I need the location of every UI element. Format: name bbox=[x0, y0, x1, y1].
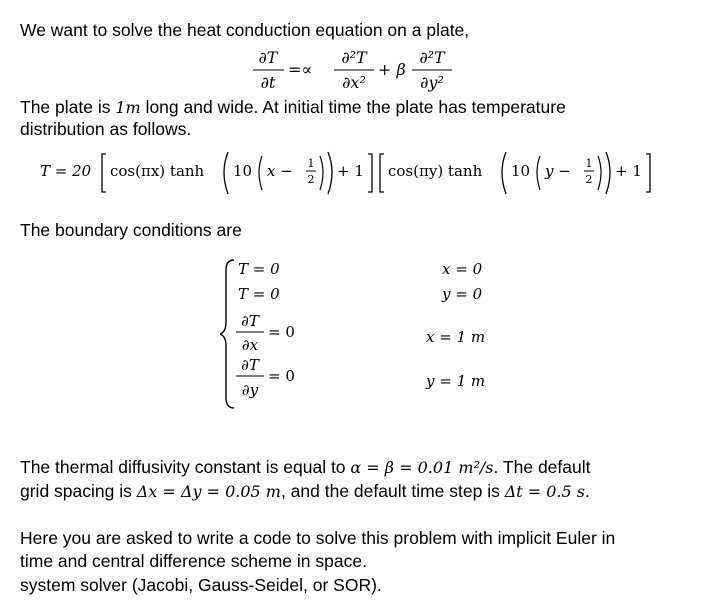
lhs-denominator: ∂t bbox=[260, 73, 276, 92]
bc-4-denominator: ∂y bbox=[241, 381, 259, 399]
task-line-3: system solver (Jacobi, Gauss-Seidel, or SOR). bbox=[20, 575, 382, 595]
ic-x-ten: 10 bbox=[233, 162, 253, 180]
plate-line-2: distribution as follows. bbox=[20, 119, 192, 139]
grid-line: grid spacing is Δx = Δy = 0.05 m, and the default time step is Δt = 0.5 s. bbox=[20, 481, 590, 501]
plus-beta: + β bbox=[378, 60, 406, 79]
term1-numerator: ∂²T bbox=[341, 48, 367, 67]
ic-x-plus-one: + 1 bbox=[337, 162, 364, 180]
task-line-1: Here you are asked to write a code to solve this problem with implicit Euler in bbox=[20, 528, 616, 548]
bc-3-rhs: = 0 bbox=[268, 323, 295, 341]
bc-4-location: y = 1 m bbox=[426, 372, 486, 390]
intro-text: We want to solve the heat conduction equation on a plate, bbox=[20, 20, 470, 40]
plate-line-1: The plate is 1m long and wide. At initial time the plate has temperature bbox=[20, 97, 566, 117]
ic-y-var: y − bbox=[545, 162, 571, 180]
ic-x-half-den: 2 bbox=[307, 173, 315, 186]
plate-dimension: 1m bbox=[115, 98, 141, 117]
ic-lead: T = 20 bbox=[40, 162, 92, 180]
ic-y-cos-tanh: cos(πy) tanh bbox=[388, 162, 483, 180]
time-step: Δt = 0.5 s bbox=[504, 482, 586, 501]
ic-y-ten: 10 bbox=[511, 162, 531, 180]
bc-3-numerator: ∂T bbox=[241, 312, 259, 330]
ic-x-half-num: 1 bbox=[307, 157, 315, 170]
heat-equation bbox=[250, 44, 480, 100]
term2-numerator: ∂²T bbox=[419, 48, 445, 67]
ic-x-cos-tanh: cos(πx) tanh bbox=[110, 162, 205, 180]
bc-1-condition: T = 0 bbox=[238, 260, 280, 278]
bc-3-denominator: ∂x bbox=[241, 336, 259, 354]
bc-1-location: x = 0 bbox=[442, 260, 483, 278]
ic-y-half-num: 1 bbox=[585, 157, 593, 170]
bc-intro: The boundary conditions are bbox=[20, 220, 242, 240]
diffusivity-value: α = β = 0.01 m²/s bbox=[350, 458, 494, 477]
initial-condition-equation bbox=[40, 142, 695, 200]
grid-spacing: Δx = Δy = 0.05 m bbox=[136, 482, 281, 501]
lhs-numerator: ∂T bbox=[258, 48, 278, 67]
bc-2-location: y = 0 bbox=[442, 285, 483, 303]
equals-alpha: =∝ bbox=[288, 60, 313, 79]
term1-denominator: ∂x² bbox=[342, 73, 366, 92]
diffusivity-line: The thermal diffusivity constant is equal to α = β = 0.01 m²/s. The default bbox=[20, 457, 591, 477]
ic-x-var: x − bbox=[267, 162, 293, 180]
bc-2-condition: T = 0 bbox=[238, 285, 280, 303]
ic-y-plus-one: + 1 bbox=[615, 162, 642, 180]
bc-4-numerator: ∂T bbox=[241, 356, 259, 374]
boundary-conditions bbox=[220, 254, 520, 414]
task-line-2: time and central difference scheme in space. bbox=[20, 551, 367, 571]
ic-y-half-den: 2 bbox=[585, 173, 593, 186]
bc-3-location: x = 1 m bbox=[426, 328, 486, 346]
term2-denominator: ∂y² bbox=[420, 73, 444, 92]
bc-4-rhs: = 0 bbox=[268, 367, 295, 385]
